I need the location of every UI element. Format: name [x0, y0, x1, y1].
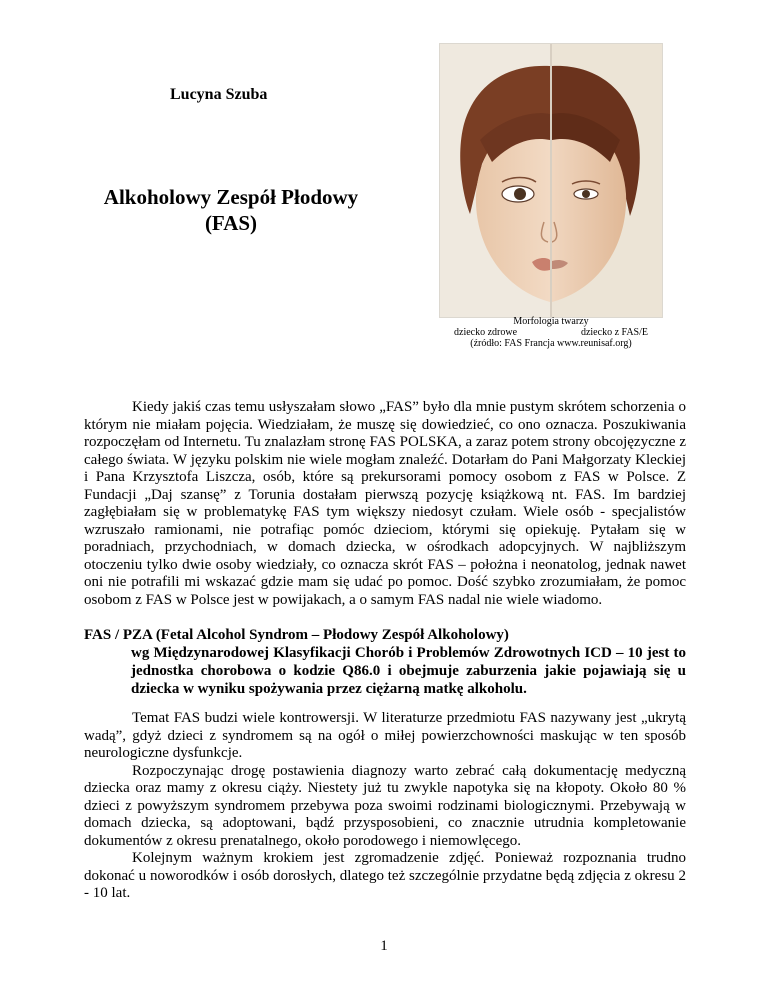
title-line-2: (FAS) [204, 211, 258, 235]
fas-heading: FAS / PZA (Fetal Alcohol Syndrom – Płodowy Zespół Alkoholowy) [84, 627, 509, 643]
body-paragraphs [84, 710, 686, 903]
title-line-1: Alkoholowy Zespół Płodowy [103, 185, 359, 209]
caption-right-label: dziecko z FAS/E [580, 327, 648, 338]
caption-left-label: dziecko zdrowe [454, 327, 518, 338]
fas-definition: wg Międzynarodowej Klasyfikacji Chorób i Problemów Zdrowotnych ICD – 10 jest to jednostka chorobowa o kodzie Q86.0 i obejmuje zaburzenia jakie pojawiają się u dziecka w wyniku spożywania przez ciężarną matkę alkoholu. [131, 645, 686, 697]
figure-caption [436, 316, 666, 349]
page-number: 1 [380, 938, 388, 954]
paragraph-controversy: Temat FAS budzi wiele kontrowersji. W literaturze przedmiotu FAS nazywany jest „ukrytą wadą”, gdyż dzieci z syndromem są na ogół o miłej powierzchowności maskując w ten sposób neurologiczne dysfunkcje. [84, 710, 686, 761]
caption-title: Morfologia twarzy [513, 316, 589, 327]
intro-paragraph: Kiedy jakiś czas temu usłyszałam słowo „FAS” było dla mnie pustym skrótem schorzenia o którym nie miałam pojęcia. Wiedziałam, że muszę się dowiedzieć, co ono oznacza. Poszukiwania rozpoczęłam od Internetu. Tu znalazłam stronę FAS POLSKA, a zaraz potem strony obcojęzyczne z całego świata. W języku polskim nie wiele mogłam znaleźć. Dotarłam do Pani Małgorzaty Kleckiej i Pana Krzysztofa Liszcza, osób, które są prekursorami pomocy osobom z FAS w Polsce. Z Fundacji „Daj szansę” z Torunia dostałam pierwszą pozycję książkową nt. FAS. Im bardziej zagłębiałam się w problematykę FAS tym większy niedosyt czułam. Wiele osób - specjalistów wzruszało ramionami, nie potrafiąc pomóc dzieciom, którymi się opiekuję. Pytałam się w poradniach, przychodniach, w domach dziecka, w ośrodkach adopcyjnych. W najbliższym otoczeniu tylko dwie osoby wiedziały, co oznacza skrót FAS – położna i neonatolog, jednak nawet oni nie potrafili mi wskazać gdzie mam się udać po pomoc. Dość szybko zrozumiałam, że pomoc osobom z FAS w Polsce jest w powijakach, a o samym FAS nadal nie wiele wiadomo. [84, 399, 686, 608]
caption-source: (źródło: FAS Francja www.reunisaf.org) [470, 338, 632, 349]
paragraph-documentation: Rozpoczynając drogę postawienia diagnozy warto zebrać całą dokumentację medyczną dziecka oraz mamy z okresu ciąży. Niestety już tu zwykle napotyka się na kłopoty. Około 80 % dzieci z powyższym syndromem przebywa poza swoimi rodzinami biologicznymi. Przebywają w domach dziecka, są adoptowani, bądź przysposobieni, co znacznie utrudnia kompletowanie dokumentów z okresu prenatalnego, około porodowego i niemowlęcego. [84, 762, 686, 849]
document-title [96, 184, 366, 236]
author-name: Lucyna Szuba [170, 86, 268, 103]
face-illustration [440, 44, 662, 317]
paragraph-photos: Kolejnym ważnym krokiem jest zgromadzenie zdjęć. Ponieważ rozpoznania trudno dokonać u noworodków i osób dorosłych, dlatego też szczególnie przydatne będą zdjęcia z okresu 2 - 10 lat. [84, 850, 686, 901]
face-morphology-figure [439, 43, 663, 318]
fas-definition-block [84, 626, 686, 698]
